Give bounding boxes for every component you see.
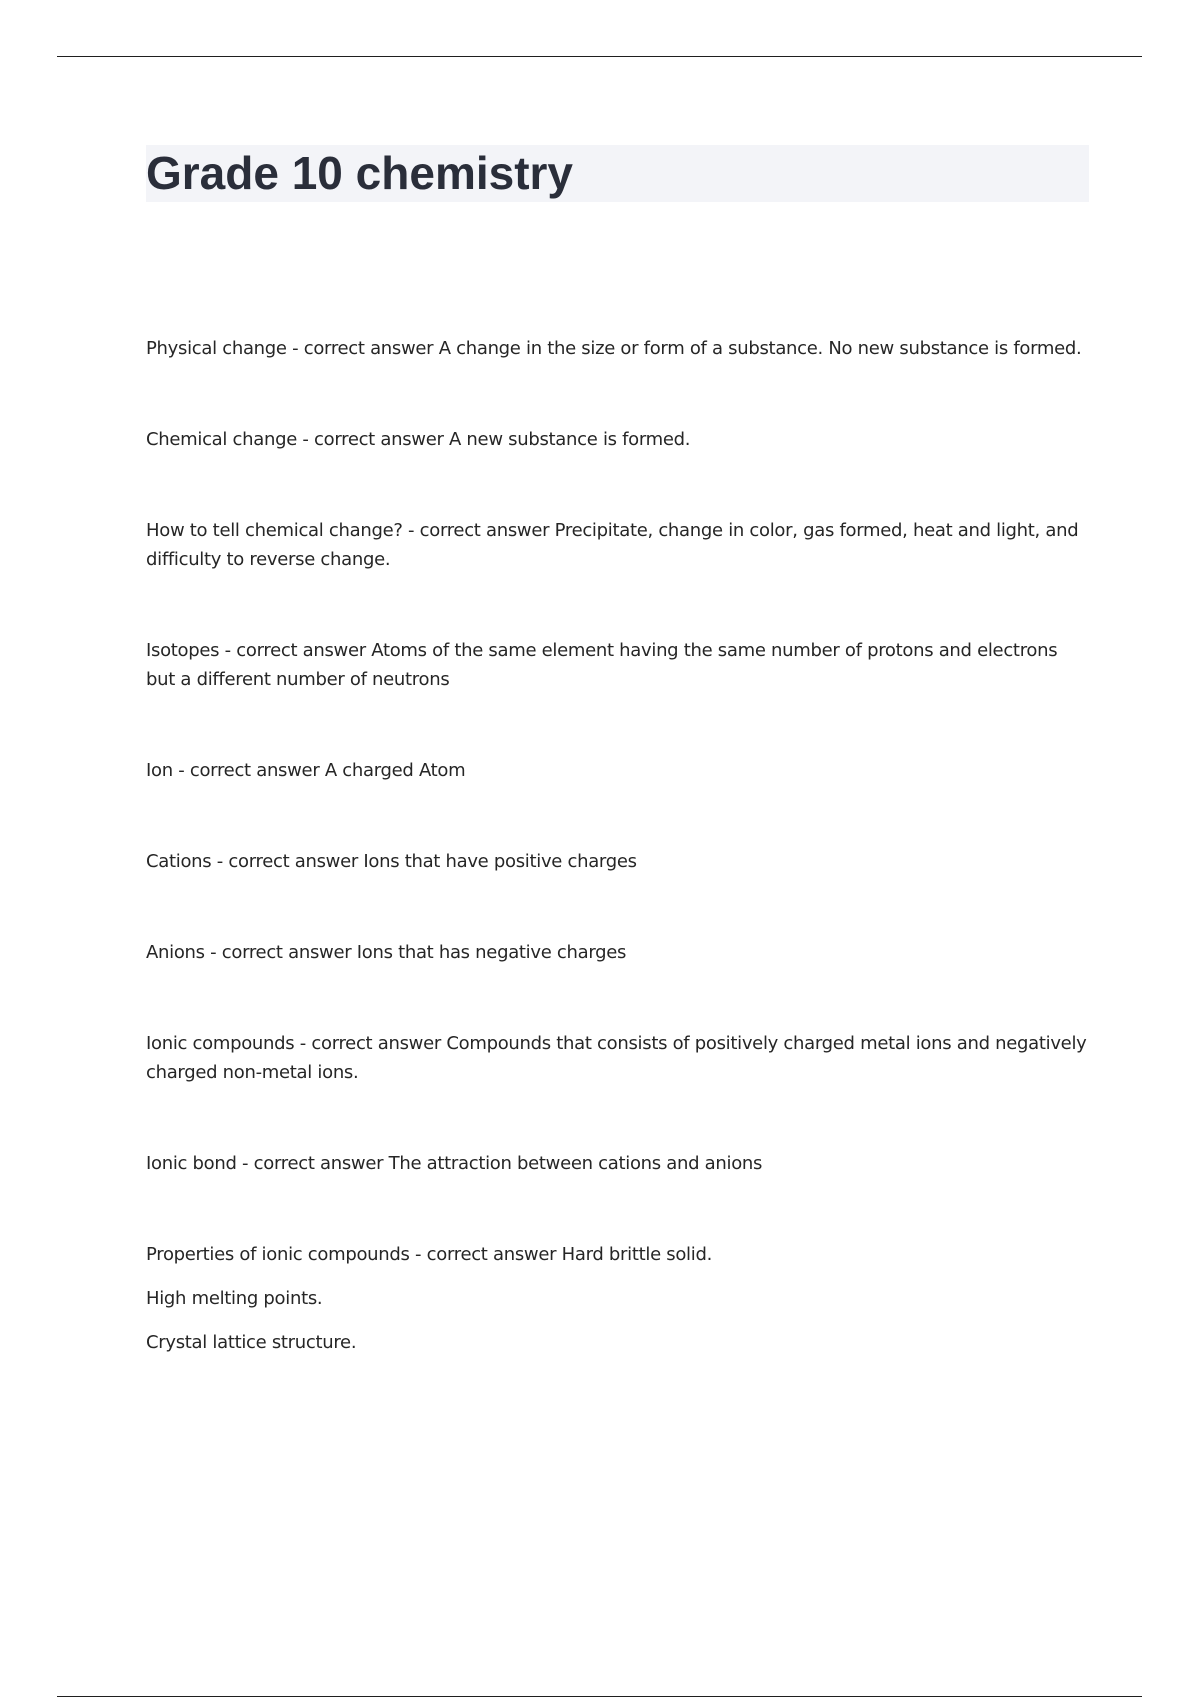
list-item xyxy=(146,756,1091,785)
entry-extra-line: High melting points. xyxy=(146,1288,323,1309)
bottom-rule xyxy=(57,1696,1142,1697)
list-item xyxy=(146,938,1091,967)
entry-extra-line: Crystal lattice structure. xyxy=(146,1332,357,1353)
page-title: Grade 10 chemistry xyxy=(146,147,574,199)
entry-text: Cations - correct answer Ions that have positive charges xyxy=(146,851,637,872)
entry-text: Properties of ionic compounds - correct answer Hard brittle solid. xyxy=(146,1244,713,1265)
entry-text: Chemical change - correct answer A new substance is formed. xyxy=(146,429,691,450)
list-item xyxy=(146,847,1091,876)
entry-text: Physical change - correct answer A change in the size or form of a substance. No new substance is formed. xyxy=(146,338,1082,359)
list-item xyxy=(146,1029,1091,1087)
entry-text: Anions - correct answer Ions that has negative charges xyxy=(146,942,627,963)
list-item xyxy=(146,425,1091,454)
entry-text: How to tell chemical change? - correct answer Precipitate, change in color, gas formed, heat and light, and difficulty to reverse change. xyxy=(146,520,1079,570)
entry-text: Ion - correct answer A charged Atom xyxy=(146,760,466,781)
list-item xyxy=(146,334,1091,363)
entry-text: Isotopes - correct answer Atoms of the same element having the same number of protons and electrons but a different number of neutrons xyxy=(146,640,1058,690)
entry-text: Ionic bond - correct answer The attraction between cations and anions xyxy=(146,1153,763,1174)
title-banner xyxy=(146,145,1089,202)
entry-text: Ionic compounds - correct answer Compounds that consists of positively charged metal ions and negatively charged non-metal ions. xyxy=(146,1033,1087,1083)
flashcard-list xyxy=(146,334,1091,1419)
list-item xyxy=(146,1149,1091,1178)
list-item xyxy=(146,516,1091,574)
list-item xyxy=(146,1240,1091,1357)
top-rule xyxy=(57,56,1142,57)
list-item xyxy=(146,636,1091,694)
